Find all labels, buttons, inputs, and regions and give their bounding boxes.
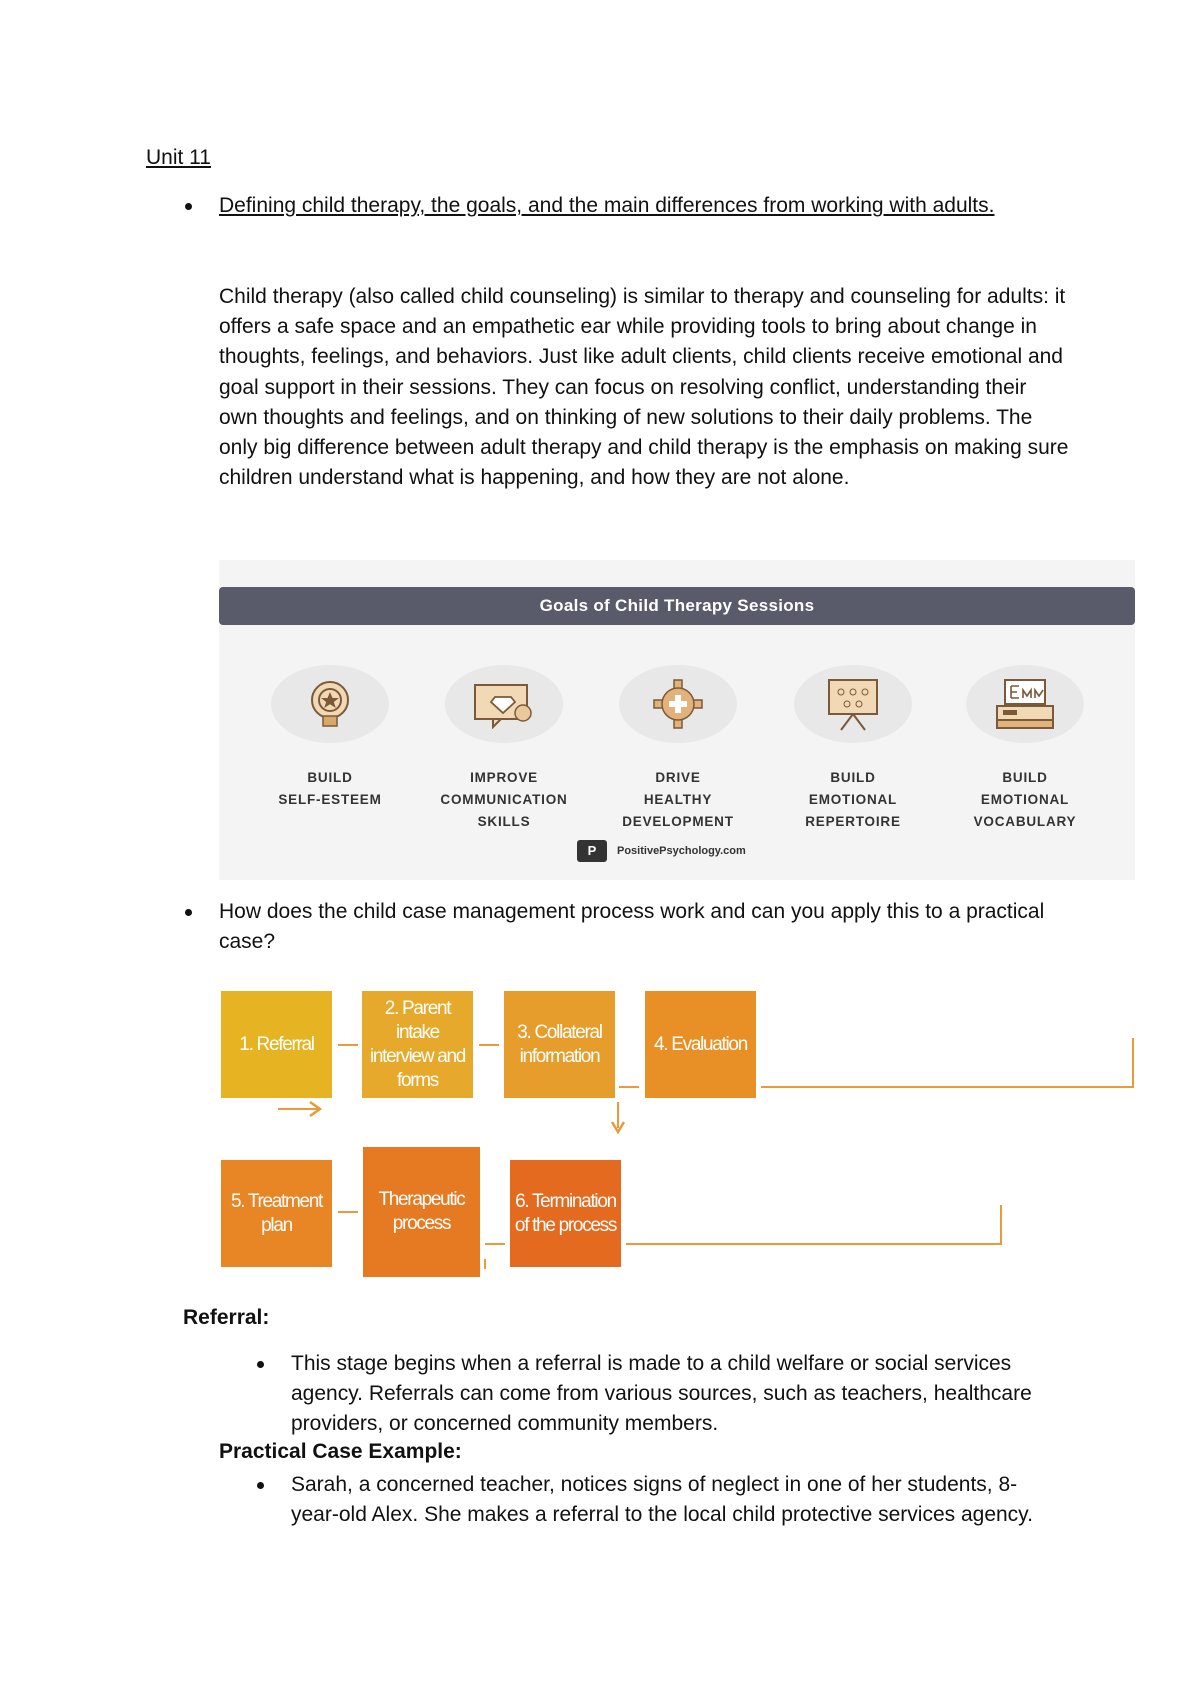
connector-line: [626, 1243, 1002, 1245]
badge-icon: [271, 665, 389, 743]
flow-step-label: 5. Treatment plan: [230, 1190, 323, 1236]
arrow-down-icon: [606, 1100, 630, 1136]
connector-tick: [484, 1259, 486, 1269]
section-heading-child-therapy: Defining child therapy, the goals, and the main differences from working with adults.: [219, 194, 995, 217]
logo-text: PositivePsychology.com: [617, 845, 746, 857]
flow-step-label: 2. Parent intake interview and forms: [369, 997, 466, 1091]
typewriter-icon: [966, 665, 1084, 743]
page-title: Unit 11: [146, 146, 211, 169]
bullet-icon: [257, 1361, 264, 1368]
goal-label-line: BUILD: [307, 770, 353, 785]
gear-icon: [619, 665, 737, 743]
goal-label-line: REPERTOIRE: [805, 814, 901, 829]
connector-line: [619, 1086, 639, 1088]
goal-label-line: SKILLS: [477, 814, 531, 829]
goal-drive-healthy-development: [593, 665, 763, 833]
connector-line: [338, 1211, 358, 1213]
connector-line: [761, 1086, 1134, 1088]
positivepsychology-logo-icon: P: [577, 840, 607, 862]
flow-step-therapeutic-process: [363, 1147, 480, 1277]
flow-step-termination: [510, 1160, 621, 1267]
bullet-icon: [185, 909, 192, 916]
infographic-title: Goals of Child Therapy Sessions: [219, 587, 1135, 625]
board-icon: [794, 665, 912, 743]
goal-label-line: EMOTIONAL: [980, 792, 1070, 807]
connector-line: [479, 1044, 499, 1046]
referral-heading: Referral:: [183, 1306, 270, 1329]
goal-label-line: COMMUNICATION: [440, 792, 568, 807]
flow-step-treatment-plan: [221, 1160, 332, 1267]
practical-case-description: Sarah, a concerned teacher, notices signs of neglect in one of her students, 8-year-old Alex. She makes a referral to the local child protective services agency.: [291, 1473, 1033, 1526]
goal-build-emotional-vocabulary: [940, 665, 1110, 833]
goal-improve-communication: [419, 665, 589, 833]
flow-step-collateral: [504, 991, 615, 1098]
connector-line: [338, 1044, 358, 1046]
flow-step-label: 6. Termination of the process: [514, 1190, 617, 1236]
flow-step-label: Therapeutic process: [378, 1189, 465, 1234]
section-heading-case-management: How does the child case management process work and can you apply this to a practical case?: [219, 900, 1045, 953]
goal-label-line: DRIVE: [655, 770, 701, 785]
flow-step-evaluation: [645, 991, 756, 1098]
arrow-right-icon: [276, 1097, 326, 1121]
flow-step-parent-intake: [362, 991, 473, 1098]
connector-line: [1000, 1205, 1002, 1245]
flow-step-label: 3. Collateral information: [517, 1021, 602, 1067]
goal-build-self-esteem: [245, 665, 415, 811]
child-therapy-paragraph: Child therapy (also called child counseling) is similar to therapy and counseling for adults: it offers a safe space and an empathetic ear while providing tools to bring about change in thoughts, feelings, and behaviors. Just like adult clients, child clients receive emotional and goal support in their sessions. They can focus on resolving conflict, understanding their own thoughts and feelings, and on thinking of new solutions to their daily problems. The only big difference between adult therapy and child therapy is the emphasis on making sure children understand what is happening, and how they are not alone.: [219, 285, 1069, 490]
goal-label-line: DEVELOPMENT: [622, 814, 734, 829]
goal-label-line: EMOTIONAL: [808, 792, 898, 807]
goal-label-line: BUILD: [830, 770, 876, 785]
goal-build-emotional-repertoire: [768, 665, 938, 833]
flow-step-referral: [221, 991, 332, 1098]
bullet-icon: [185, 203, 192, 210]
goal-label-line: SELF-ESTEEM: [278, 792, 382, 807]
flow-step-label: 1. Referral: [239, 1033, 314, 1055]
practical-case-heading: Practical Case Example:: [219, 1440, 462, 1463]
bullet-icon: [257, 1482, 264, 1489]
connector-line: [1132, 1038, 1134, 1088]
goal-label-line: HEALTHY: [643, 792, 713, 807]
flow-step-label: 4. Evaluation: [654, 1033, 747, 1055]
goal-label-line: VOCABULARY: [973, 814, 1077, 829]
speech-bubble-icon: [445, 665, 563, 743]
referral-description: This stage begins when a referral is made to a child welfare or social services agency. Referrals can come from various sources, such as teachers, healthcare providers, or concerned community members.: [291, 1352, 1032, 1435]
connector-line: [485, 1243, 505, 1245]
goal-label-line: IMPROVE: [470, 770, 538, 785]
goal-label-line: BUILD: [1002, 770, 1048, 785]
